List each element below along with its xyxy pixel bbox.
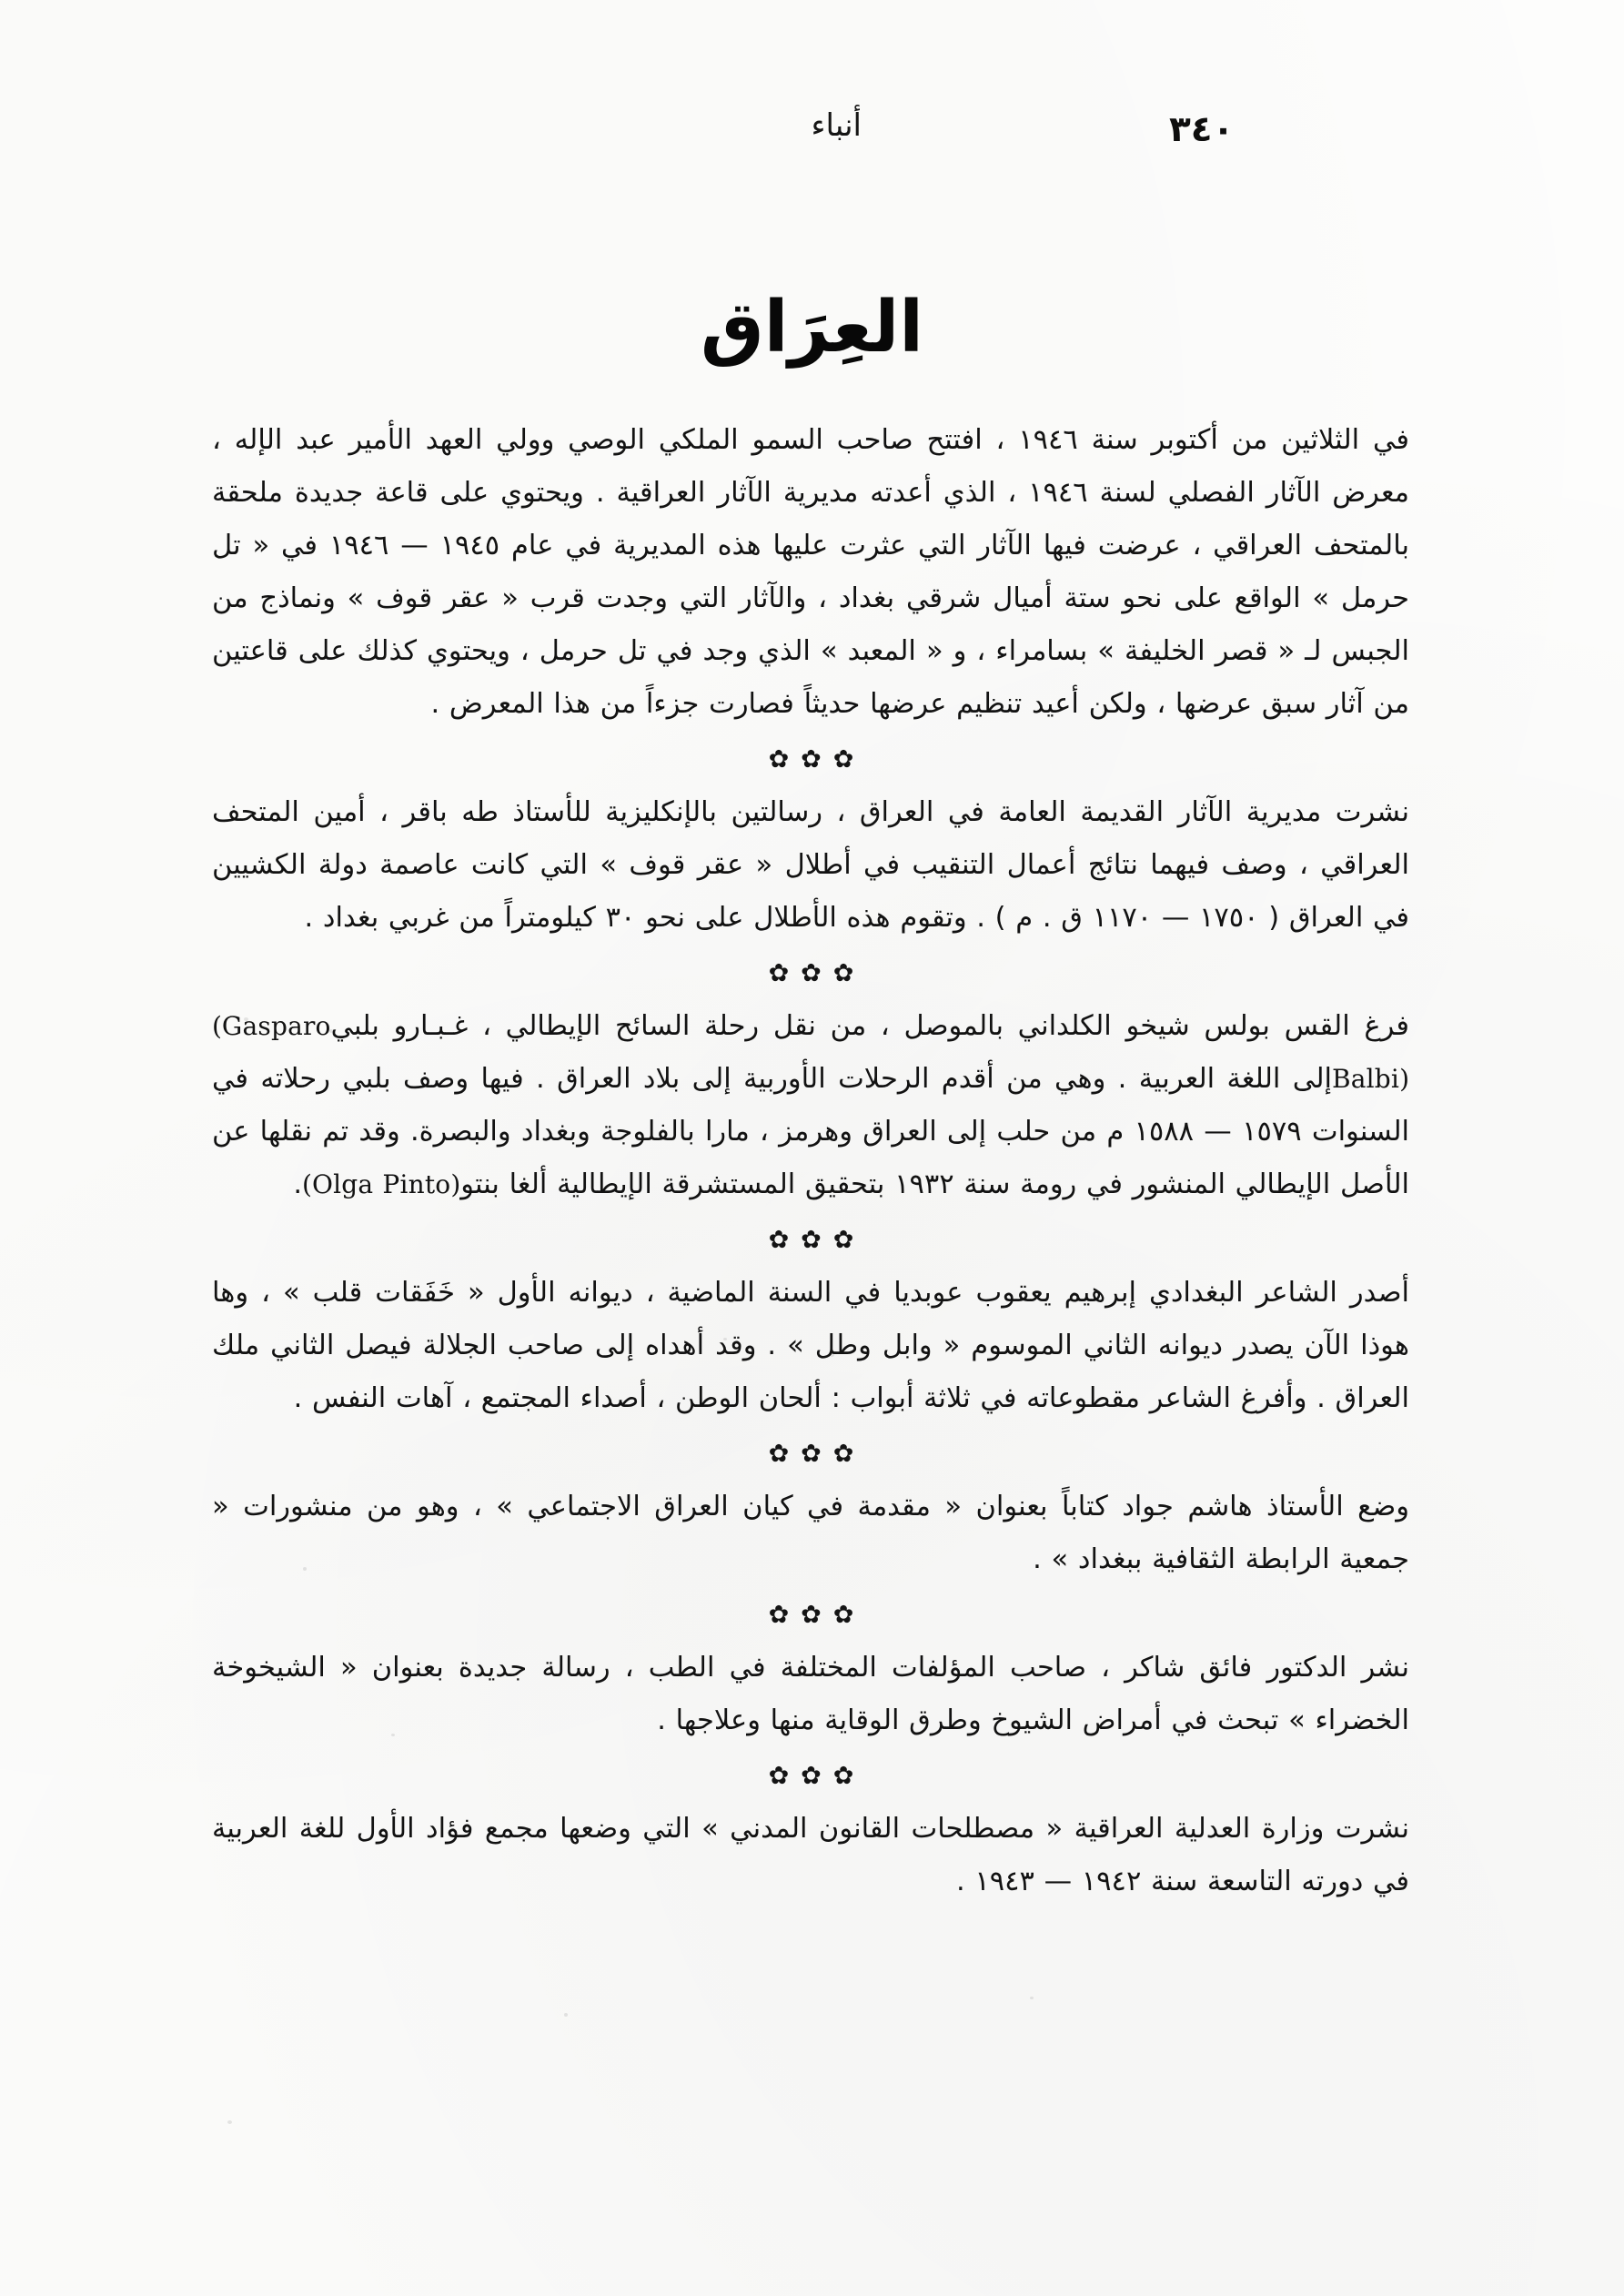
balbi-text-end: . [293, 1168, 303, 1200]
section-faiq-shakir-treatise: نشر الدكتور فائق شاكر ، صاحب المؤلفات المختلفة في الطب ، رسالة جديدة بعنوان « الشيخوخة الخضراء » تبحث في أمراض الشيوخ وطرق الوقاية منها وعلاجها . [212, 1652, 1409, 1736]
three-star-ornament [212, 1586, 1409, 1642]
running-head-title: أنباء [811, 107, 862, 144]
scan-speckle [227, 2120, 232, 2124]
three-star-ornament-glyphs: ✿✿✿ [768, 1226, 866, 1254]
balbi-text-body: إلى اللغة العربية . وهي من أقدم الرحلات الأوربية إلى بلاد العراق . فيها وصف بلبي رحلاته في السنوات ١٥٧٩ — ١٥٨٨ م من حلب إلى العراق وهرمز ، مارا بالفلوجة وبغداد والبصرة. وقد تم نقلها عن الأصل الإيطالي المنشور في رومة سنة ١٩٣٢ بتحقيق المستشرقة الإيطالية ألغا بنتو [212, 1063, 1409, 1200]
page-title: العِرَاق [700, 287, 924, 369]
three-star-ornament-glyphs: ✿✿✿ [768, 1762, 866, 1790]
three-star-ornament-glyphs: ✿✿✿ [768, 959, 866, 987]
section-civil-law-terms: نشرت وزارة العدلية العراقية « مصطلحات القانون المدني » التي وضعها مجمع فؤاد الأول للغة العربية في دورته التاسعة سنة ١٩٤٢ — ١٩٤٣ . [212, 1813, 1409, 1897]
three-star-ornament [212, 945, 1409, 1000]
olga-pinto-name: (Olga Pinto) [302, 1169, 461, 1199]
page-number: ٣٤٠ [1169, 109, 1235, 150]
section-antiquities-exhibition: في الثلاثين من أكتوبر سنة ١٩٤٦ ، افتتح صاحب السمو الملكي الوصي وولي العهد الأمير عبد الإله ، معرض الآثار الفصلي لسنة ١٩٤٦ ، الذي أعدته مديرية الآثار العراقية . ويحتوي على قاعة جديدة ملحقة بالمتحف العراقي ، عرضت فيها الآثار التي عثرت عليها هذه المديرية في عام ١٩٤٥ — ١٩٤٦ في « تل حرمل » الواقع على نحو ستة أميال شرقي بغداد ، والآثار التي وجدت قرب « عقر قوف » ونماذج من الجبس لـ « قصر الخليفة » بسامراء ، و « المعبد » الذي وجد في تل حرمل ، ويحتوي كذلك على قاعتين من آثار سبق عرضها ، ولكن أعيد تنظيم عرضها حديثاً فصارت جزءاً من هذا المعرض . [212, 424, 1410, 720]
section-baghdadi-poet-diwan: أصدر الشاعر البغدادي إبرهيم يعقوب عوبديا في السنة الماضية ، ديوانه الأول « خَفَقات قلب » ، وها هوذا الآن يصدر ديوانه الثاني الموسوم « وابل وطل » . وقد أهداه إلى صاحب الجلالة فيصل الثاني ملك العراق . وأفرغ الشاعر مقطوعاته في ثلاثة أبواب : ألحان الوطن ، أصداء المجتمع ، آهات النفس . [212, 1277, 1409, 1414]
three-star-ornament [212, 731, 1409, 786]
scan-speckle [564, 2013, 568, 2017]
three-star-ornament [212, 1747, 1409, 1803]
body-column [212, 414, 1409, 1908]
three-star-ornament-glyphs: ✿✿✿ [768, 1440, 866, 1468]
scan-speckle [1030, 1997, 1034, 1999]
balbi-text-lead: فرغ القس بولس شيخو الكلداني بالموصل ، من نقل رحلة السائح الإيطالي ، غـبـارو بلبي [330, 1010, 1409, 1042]
running-head [0, 107, 1624, 166]
section-gasparo-balbi-travels [212, 1000, 1409, 1211]
three-star-ornament [212, 1425, 1409, 1481]
section-hashim-jawad-book: وضع الأستاذ هاشم جواد كتاباً بعنوان « مقدمة في كيان العراق الاجتماعي » ، وهو من منشورات « جمعية الرابطة الثقافية ببغداد » . [212, 1491, 1409, 1575]
gasparo-balbi-name: (Gasparo Balbi) [212, 1011, 1409, 1094]
three-star-ornament [212, 1211, 1409, 1267]
three-star-ornament-glyphs: ✿✿✿ [768, 1601, 866, 1629]
section-aqar-quf-reports: نشرت مديرية الآثار القديمة العامة في العراق ، رسالتين بالإنكليزية للأستاذ طه باقر ، أمين المتحف العراقي ، وصف فيهما نتائج أعمال التنقيب في أطلال « عقر قوف » التي كانت عاصمة دولة الكشيين في العراق ( ١٧٥٠ — ١١٧٠ ق . م ) . وتقوم هذه الأطلال على نحو ٣٠ كيلومتراً من غربي بغداد . [212, 796, 1409, 934]
three-star-ornament-glyphs: ✿✿✿ [768, 745, 866, 774]
